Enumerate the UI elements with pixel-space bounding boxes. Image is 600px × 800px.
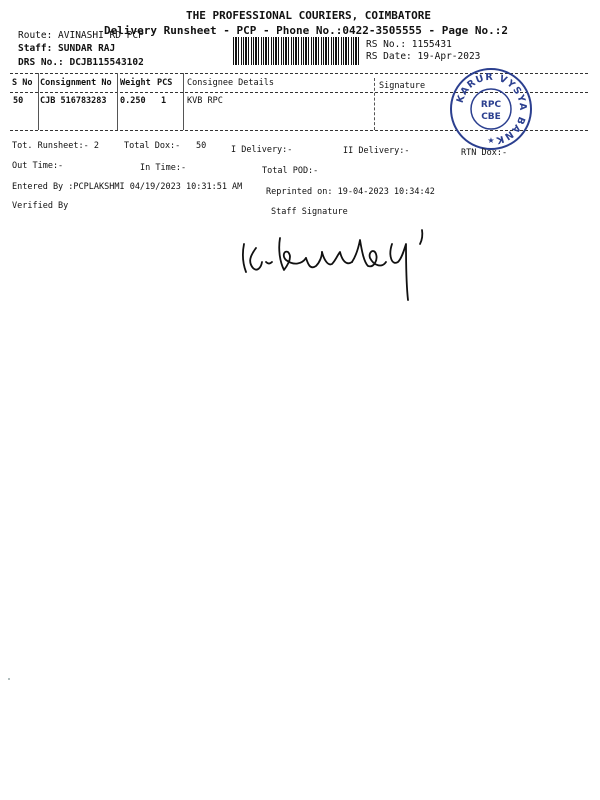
verified-by: Verified By bbox=[12, 201, 69, 211]
stamp-line-1: RPC bbox=[480, 100, 502, 110]
column-divider bbox=[117, 73, 118, 130]
header-weight: Weight bbox=[120, 78, 151, 88]
row-pcs: 1 bbox=[161, 96, 167, 106]
out-time: Out Time:- bbox=[12, 161, 64, 171]
stamp-ring-text: KARUR VYSYA BANK bbox=[454, 71, 529, 146]
row-consignee: KVB RPC bbox=[187, 96, 223, 106]
scan-speck bbox=[8, 678, 10, 680]
total-runsheet: Tot. Runsheet:- 2 bbox=[12, 141, 99, 151]
reprinted-on: Reprinted on: 19-04-2023 10:34:42 bbox=[266, 187, 435, 197]
stamp-star-icon: ★ bbox=[487, 136, 495, 145]
header-sno: S No bbox=[12, 78, 33, 88]
header-pcs: PCS bbox=[157, 78, 173, 88]
handwritten-signature bbox=[236, 226, 436, 306]
row-consignment-no: CJB 516783283 bbox=[40, 96, 107, 106]
drs-number: DRS No.: DCJB115543102 bbox=[18, 57, 144, 68]
route-label: Route: AVINASHI RD PCP bbox=[18, 30, 144, 41]
header-consignee: Consignee Details bbox=[187, 78, 274, 88]
company-title: THE PROFESSIONAL COURIERS, COIMBATORE bbox=[186, 9, 432, 22]
row-weight: 0.250 bbox=[120, 96, 146, 106]
rs-number: RS No.: 1155431 bbox=[366, 39, 452, 50]
i-delivery: I Delivery:- bbox=[231, 145, 293, 155]
staff-signature-label: Staff Signature bbox=[271, 207, 348, 217]
runsheet-title: Delivery Runsheet - PCP - Phone No.:0422-3505555 - Page No.:2 bbox=[104, 24, 508, 37]
staff-label: Staff: SUNDAR RAJ bbox=[18, 43, 116, 54]
column-divider bbox=[183, 73, 184, 130]
column-divider bbox=[38, 73, 39, 130]
ii-delivery: II Delivery:- bbox=[343, 146, 410, 156]
barcode-image bbox=[233, 37, 359, 65]
rs-date: RS Date: 19-Apr-2023 bbox=[366, 51, 481, 62]
row-sno: 50 bbox=[13, 96, 24, 106]
total-dox-label: Total Dox:- bbox=[124, 141, 181, 151]
rtn-dox: RTN Dox:- bbox=[461, 148, 508, 158]
in-time: In Time:- bbox=[140, 163, 187, 173]
header-consignment: Consignment No bbox=[40, 78, 112, 88]
bank-stamp bbox=[448, 66, 534, 152]
header-signature: Signature bbox=[379, 81, 426, 91]
total-pod: Total POD:- bbox=[262, 166, 319, 176]
entered-by: Entered By :PCPLAKSHMI 04/19/2023 10:31:51 AM bbox=[12, 182, 243, 192]
column-divider bbox=[374, 78, 375, 130]
stamp-line-2: CBE bbox=[481, 112, 501, 122]
total-dox-value: 50 bbox=[196, 141, 207, 151]
